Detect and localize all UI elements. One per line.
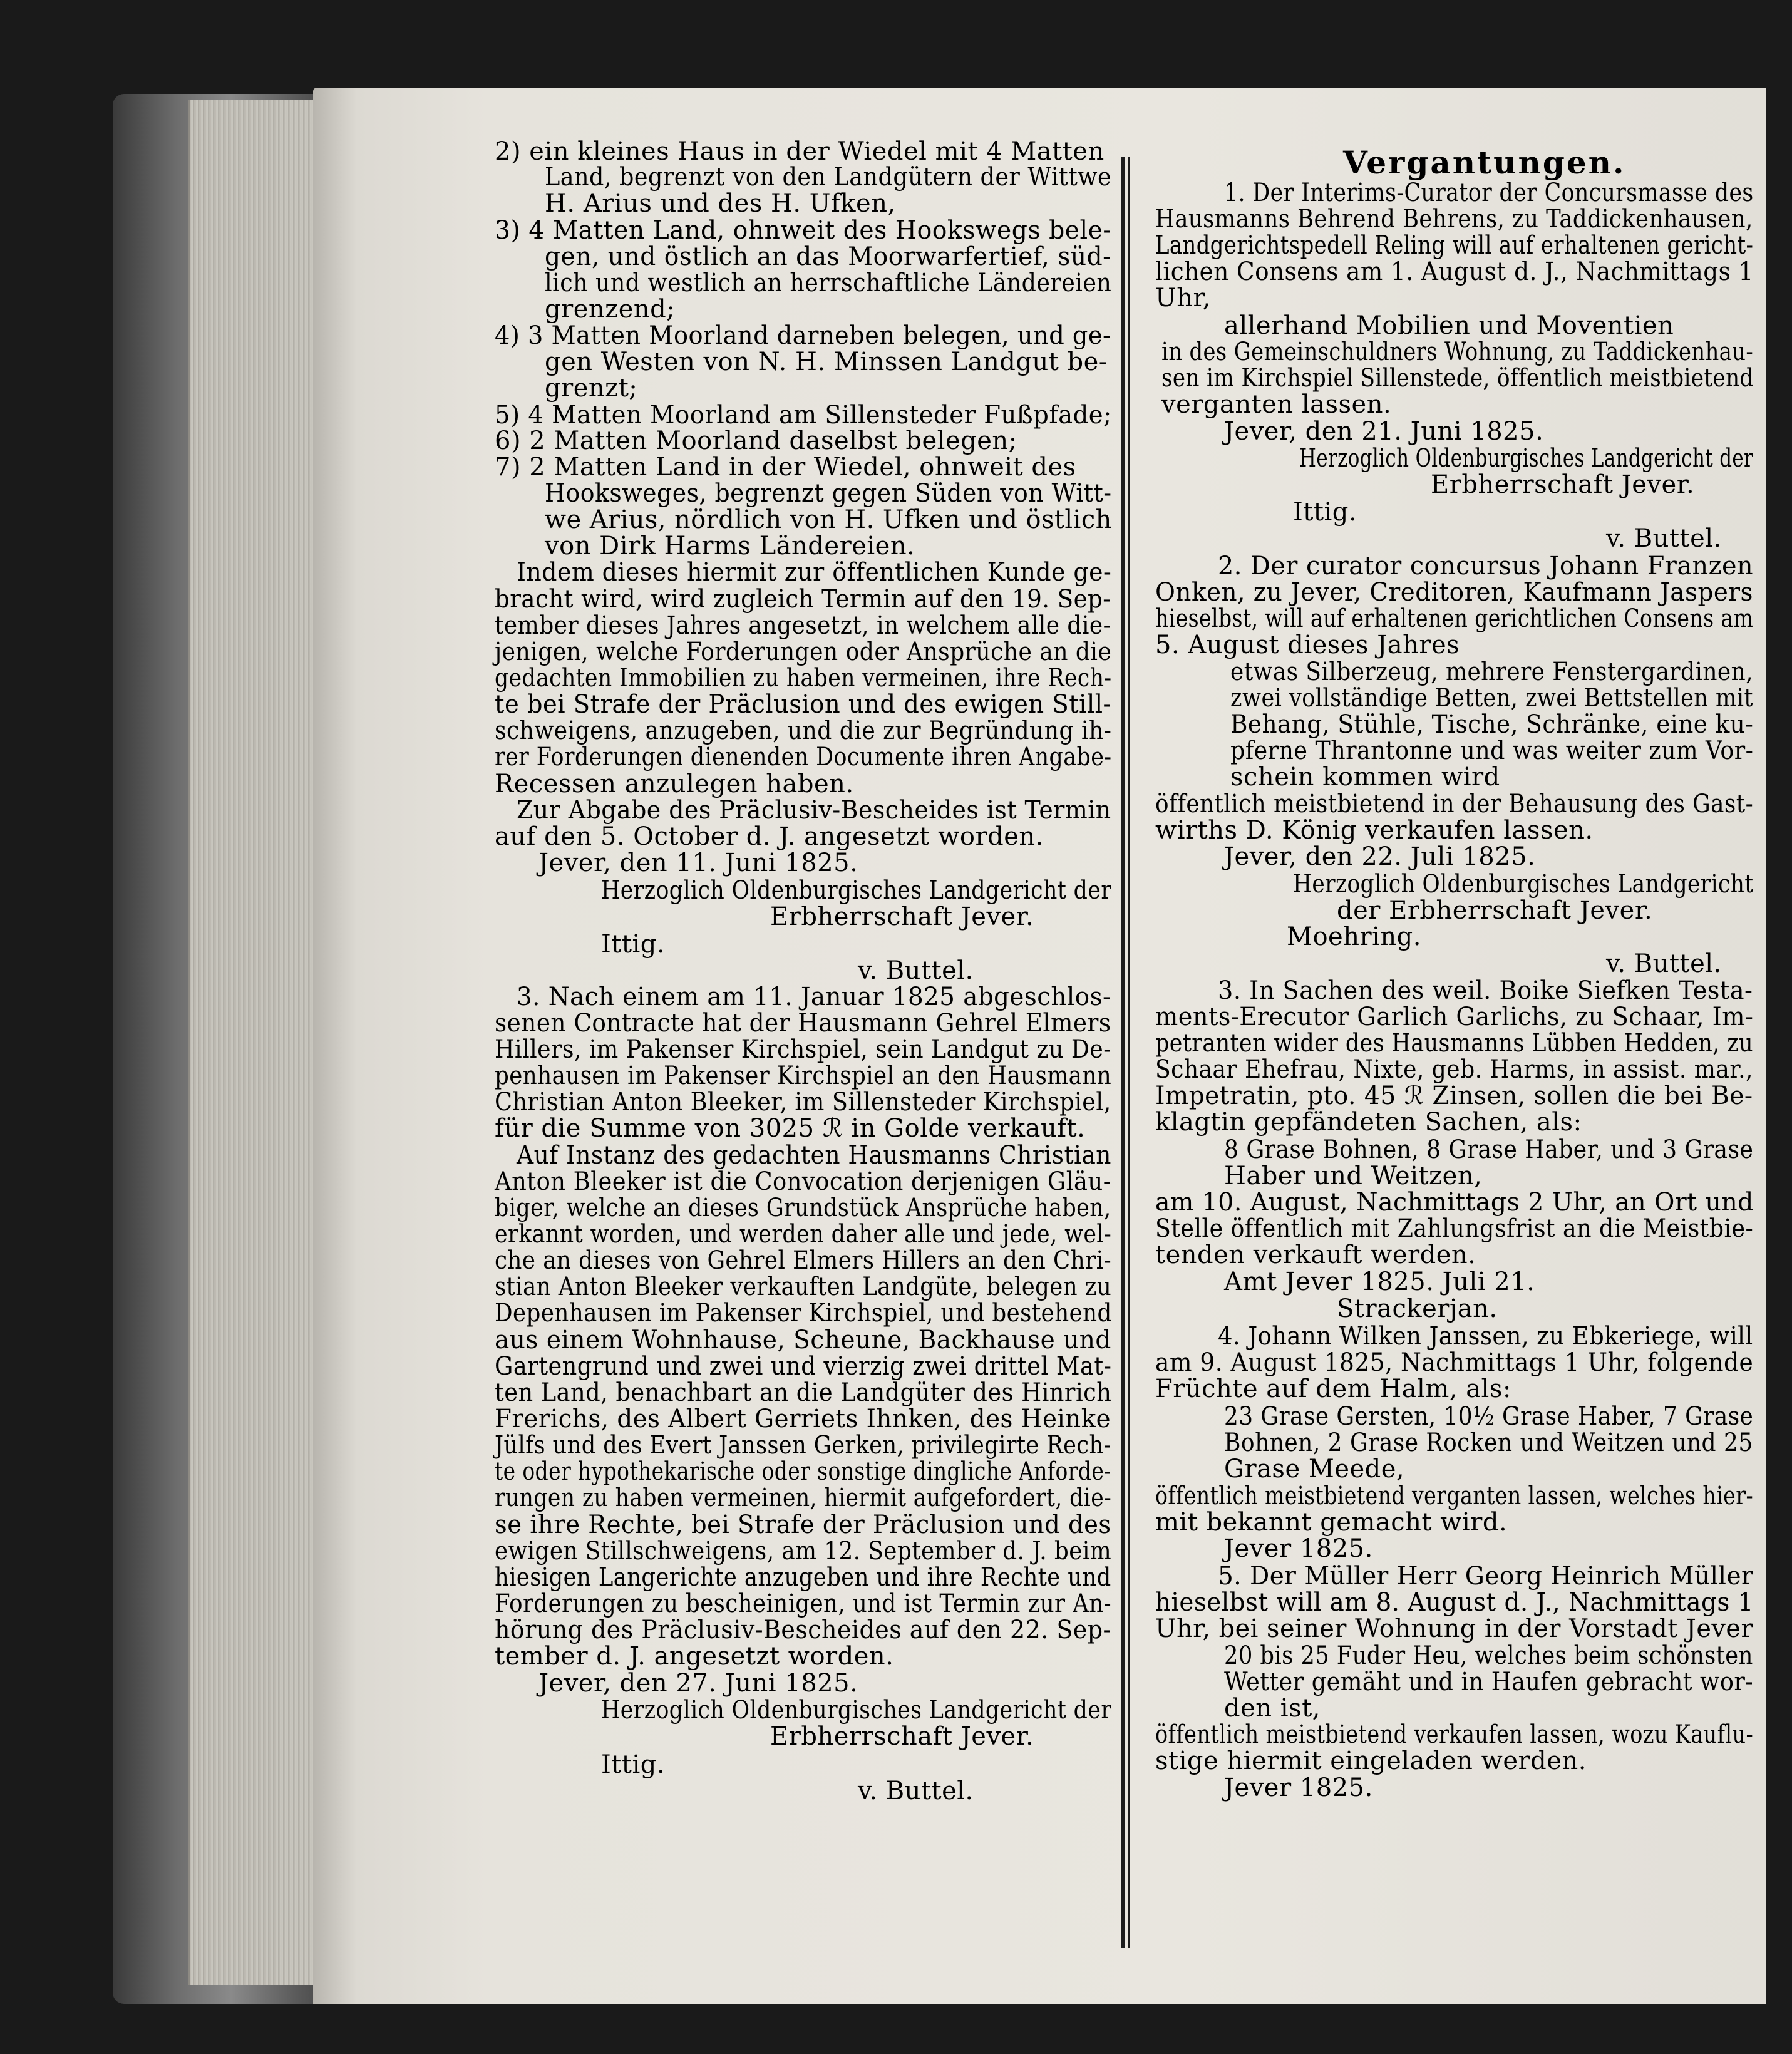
- text-line: mit bekannt gemacht wird.: [1155, 1508, 1508, 1537]
- book-page: [313, 88, 1766, 2004]
- text-line: biger, welche an dieses Grundstück Ansprüche haben,: [495, 1194, 1111, 1222]
- text-line: lichen Consens am 1. August d. J., Nachmittags 1: [1155, 257, 1754, 286]
- text-line: H. Arius und des H. Ufken,: [545, 189, 896, 218]
- text-line: 6) 2 Matten Moorland daselbst belegen;: [495, 426, 1017, 455]
- text-line: we Arius, nördlich von H. Ufken und östlich: [545, 505, 1112, 534]
- text-line: Herzoglich Oldenburgisches Landgericht der: [601, 876, 1112, 905]
- text-line: am 9. August 1825, Nachmittags 1 Uhr, folgende: [1155, 1348, 1754, 1377]
- text-line: wirths D. König verkaufen lassen.: [1155, 816, 1594, 845]
- text-line: Uhr,: [1155, 284, 1211, 312]
- text-line: allerhand Mobilien und Moventien: [1224, 311, 1674, 340]
- text-line: 7) 2 Matten Land in der Wiedel, ohnweit des: [495, 453, 1076, 482]
- text-line: Hooksweges, begrenzt gegen Süden von Witt-: [545, 479, 1112, 508]
- text-line: 4. Johann Wilken Janssen, zu Ebkeriege, will: [1218, 1322, 1753, 1351]
- text-line: Land, begrenzt von den Landgütern der Wittwe: [545, 163, 1112, 192]
- text-line: 2. Der curator concursus Johann Franzen: [1218, 552, 1754, 581]
- text-line: Stelle öffentlich mit Zahlungsfrist an die Meistbie-: [1155, 1214, 1754, 1243]
- text-line: 23 Grase Gersten, 10½ Grase Haber, 7 Grase: [1224, 1402, 1754, 1431]
- text-line: Haber und Weitzen,: [1224, 1162, 1483, 1190]
- text-line: Jever, den 21. Juni 1825.: [1224, 417, 1544, 446]
- text-line: penhausen im Pakenser Kirchspiel an den Hausmann: [495, 1061, 1112, 1090]
- text-line: 3. In Sachen des weil. Boike Siefken Testa-: [1218, 976, 1753, 1005]
- text-line: grenzend;: [545, 295, 676, 324]
- text-line: aus einem Wohnhause, Scheune, Backhause und: [495, 1326, 1111, 1355]
- text-line: Indem dieses hiermit zur öffentlichen Kunde ge-: [517, 558, 1112, 587]
- text-line: der Erbherrschaft Jever.: [1337, 896, 1653, 925]
- text-line: Hausmanns Behrend Behrens, zu Taddickenhausen,: [1155, 205, 1753, 234]
- text-line: Früchte auf dem Halm, als:: [1155, 1375, 1511, 1403]
- text-line: öffentlich meistbietend in der Behausung des Gast-: [1155, 790, 1754, 818]
- text-line: 1. Der Interims-Curator der Concursmasse des: [1224, 178, 1754, 207]
- text-line: Wetter gemäht und in Haufen gebracht wor-: [1224, 1668, 1754, 1696]
- text-line: bracht wird, wird zugleich Termin auf den 19. Sep-: [495, 585, 1111, 614]
- text-line: gen Westen von N. H. Minssen Landgut be-: [545, 348, 1108, 376]
- text-line: petranten wider des Hausmanns Lübben Hedden, zu: [1155, 1029, 1754, 1058]
- text-line: in des Gemeinschuldners Wohnung, zu Taddickenhau-: [1161, 338, 1754, 366]
- text-line: 5. August dieses Jahres: [1155, 631, 1460, 659]
- text-line: hieselbst, will auf erhaltenen gerichtlichen Consens am: [1155, 604, 1754, 633]
- text-line: Schaar Ehefrau, Nixte, geb. Harms, in assist. mar.,: [1155, 1055, 1753, 1084]
- text-line: Zur Abgabe des Präclusiv-Bescheides ist Termin: [517, 796, 1111, 825]
- text-line: rungen zu haben vermeinen, hiermit aufgefordert, die-: [495, 1484, 1112, 1512]
- text-line: gen, und östlich an das Moorwarfertief, süd-: [545, 242, 1111, 271]
- text-line: Grase Meede,: [1224, 1455, 1405, 1484]
- text-line: Jever 1825.: [1224, 1773, 1373, 1802]
- text-line: Christian Anton Bleeker, im Sillensteder Kirchspiel,: [495, 1088, 1111, 1117]
- text-line: 5) 4 Matten Moorland am Sillensteder Fußpfade;: [495, 401, 1112, 430]
- text-line: Ittig.: [1293, 498, 1357, 527]
- text-line: schein kommen wird: [1230, 763, 1500, 792]
- text-line: Herzoglich Oldenburgisches Landgericht: [1293, 870, 1754, 899]
- text-line: erkannt worden, und werden daher alle und jede, wel-: [495, 1220, 1112, 1249]
- text-line: am 10. August, Nachmittags 2 Uhr, an Ort und: [1155, 1188, 1754, 1217]
- text-line: Herzoglich Oldenburgisches Landgericht der: [601, 1696, 1112, 1725]
- text-line: Ittig.: [601, 1750, 666, 1779]
- text-line: Erbherrschaft Jever.: [770, 1722, 1034, 1751]
- text-line: Ittig.: [601, 930, 666, 959]
- text-line: stige hiermit eingeladen werden.: [1155, 1747, 1587, 1775]
- text-line: se ihre Rechte, bei Strafe der Präclusion und des: [495, 1510, 1111, 1539]
- text-line: 20 bis 25 Fuder Heu, welches beim schönsten: [1224, 1641, 1753, 1670]
- text-line: Frerichs, des Albert Gerriets Ihnken, des Heinke: [495, 1405, 1111, 1433]
- text-line: Onken, zu Jever, Creditoren, Kaufmann Jaspers: [1155, 578, 1753, 607]
- text-line: 4) 3 Matten Moorland darneben belegen, und ge-: [495, 321, 1111, 350]
- column-rule-thick: [1121, 157, 1125, 1948]
- text-line: Strackerjan.: [1337, 1294, 1498, 1323]
- text-line: Depenhausen im Pakenser Kirchspiel, und bestehend: [495, 1299, 1112, 1328]
- text-line: tember dieses Jahres angesetzt, in welchem alle die-: [495, 611, 1111, 640]
- text-line: jenigen, welche Forderungen oder Ansprüche an die: [495, 637, 1112, 666]
- text-line: Auf Instanz des gedachten Hausmanns Christian: [517, 1141, 1111, 1170]
- text-line: zwei vollständige Betten, zwei Bettstellen mit: [1230, 684, 1753, 713]
- text-line: rer Forderungen dienenden Documente ihren Angabe-: [495, 743, 1112, 772]
- text-line: etwas Silberzeug, mehrere Fenstergardinen,: [1230, 658, 1754, 686]
- text-line: grenzt;: [545, 374, 638, 403]
- text-line: Hillers, im Pakenser Kirchspiel, sein Landgut zu De-: [495, 1035, 1111, 1064]
- text-line: Jever, den 22. Juli 1825.: [1224, 842, 1536, 871]
- text-line: für die Summe von 3025 ℛ in Golde verkauft.: [495, 1114, 1086, 1143]
- text-line: tember d. J. angesetzt worden.: [495, 1642, 894, 1671]
- text-line: öffentlich meistbietend verganten lassen, welches hier-: [1155, 1482, 1754, 1510]
- text-line: 2) ein kleines Haus in der Wiedel mit 4 Matten: [495, 137, 1105, 166]
- text-line: ments-Erecutor Garlich Garlichs, zu Schaar, Im-: [1155, 1003, 1754, 1031]
- text-line: lich und westlich an herrschaftliche Ländereien: [545, 269, 1112, 297]
- text-line: Amt Jever 1825. Juli 21.: [1224, 1267, 1535, 1296]
- text-line: klagtin gepfändeten Sachen, als:: [1155, 1108, 1582, 1137]
- text-line: che an dieses von Gehrel Elmers Hillers an den Chri-: [495, 1246, 1112, 1275]
- text-line: Gartengrund und zwei und vierzig zwei drittel Mat-: [495, 1352, 1112, 1381]
- text-line: Herzoglich Oldenburgisches Landgericht der: [1299, 444, 1754, 473]
- text-line: pferne Thrantonne und was weiter zum Vor-: [1230, 736, 1754, 765]
- text-line: öffentlich meistbietend verkaufen lassen, wozu Kauflu-: [1155, 1720, 1754, 1749]
- text-line: v. Buttel.: [1606, 524, 1722, 553]
- text-line: 3) 4 Matten Land, ohnweit des Hookswegs bele-: [495, 216, 1112, 245]
- text-line: auf den 5. October d. J. angesetzt worden.: [495, 822, 1044, 851]
- text-line: v. Buttel.: [858, 956, 974, 985]
- text-line: von Dirk Harms Ländereien.: [545, 532, 915, 560]
- text-line: Forderungen zu bescheinigen, und ist Termin zur An-: [495, 1589, 1112, 1618]
- text-line: Impetratin, pto. 45 ℛ Zinsen, sollen die bei Be-: [1155, 1081, 1753, 1110]
- text-line: 8 Grase Bohnen, 8 Grase Haber, und 3 Grase: [1224, 1135, 1754, 1164]
- section-heading: Vergantungen.: [1343, 144, 1626, 181]
- text-line: stian Anton Bleeker verkauften Landgüte, belegen zu: [495, 1272, 1112, 1301]
- text-line: Jever 1825.: [1224, 1534, 1373, 1563]
- text-line: Erbherrschaft Jever.: [770, 902, 1034, 931]
- text-line: te bei Strafe der Präclusion und des ewigen Still-: [495, 690, 1111, 719]
- text-line: hiesigen Langerichte anzugeben und ihre Rechte und: [495, 1563, 1111, 1592]
- text-line: Jülfs und des Evert Janssen Gerken, privilegirte Rech-: [495, 1431, 1111, 1460]
- text-line: 3. Nach einem am 11. Januar 1825 abgeschlos-: [517, 983, 1111, 1011]
- text-line: den ist,: [1224, 1694, 1321, 1723]
- text-line: Bohnen, 2 Grase Rocken und Weitzen und 25: [1224, 1428, 1753, 1457]
- text-line: v. Buttel.: [858, 1777, 974, 1805]
- text-line: Behang, Stühle, Tische, Schränke, eine ku-: [1230, 710, 1754, 739]
- text-line: Moehring.: [1287, 922, 1421, 951]
- text-line: Landgerichtspedell Reling will auf erhaltenen gericht-: [1155, 231, 1754, 260]
- text-line: verganten lassen.: [1161, 390, 1392, 419]
- text-line: tenden verkauft werden.: [1155, 1241, 1476, 1269]
- text-line: Jever, den 11. Juni 1825.: [538, 849, 858, 877]
- text-line: Erbherrschaft Jever.: [1431, 470, 1695, 499]
- text-line: Anton Bleeker ist die Convocation derjenigen Gläu-: [495, 1167, 1111, 1196]
- text-line: ten Land, benachbart an die Landgüter des Hinrich: [495, 1378, 1112, 1407]
- text-line: hieselbst will am 8. August d. J., Nachmittags 1: [1155, 1588, 1754, 1617]
- text-line: Recessen anzulegen haben.: [495, 770, 854, 798]
- text-line: ewigen Stillschweigens, am 12. September d. J. beim: [495, 1537, 1112, 1566]
- text-line: Uhr, bei seiner Wohnung in der Vorstadt Jever: [1155, 1614, 1753, 1643]
- column-rule-thin: [1128, 157, 1130, 1948]
- text-line: hörung des Präclusiv-Bescheides auf den 22. Sep-: [495, 1616, 1111, 1644]
- text-line: te oder hypothekarische oder sonstige dingliche Anforde-: [495, 1457, 1111, 1486]
- text-line: sen im Kirchspiel Sillenstede, öffentlich meistbietend: [1161, 364, 1754, 393]
- text-line: v. Buttel.: [1606, 949, 1722, 978]
- text-line: gedachten Immobilien zu haben vermeinen, ihre Rech-: [495, 664, 1112, 693]
- text-line: Jever, den 27. Juni 1825.: [538, 1669, 858, 1698]
- text-line: 5. Der Müller Herr Georg Heinrich Müller: [1218, 1562, 1754, 1591]
- text-line: senen Contracte hat der Hausmann Gehrel Elmers: [495, 1009, 1111, 1038]
- text-line: schweigens, anzugeben, und die zur Begründung ih-: [495, 716, 1112, 745]
